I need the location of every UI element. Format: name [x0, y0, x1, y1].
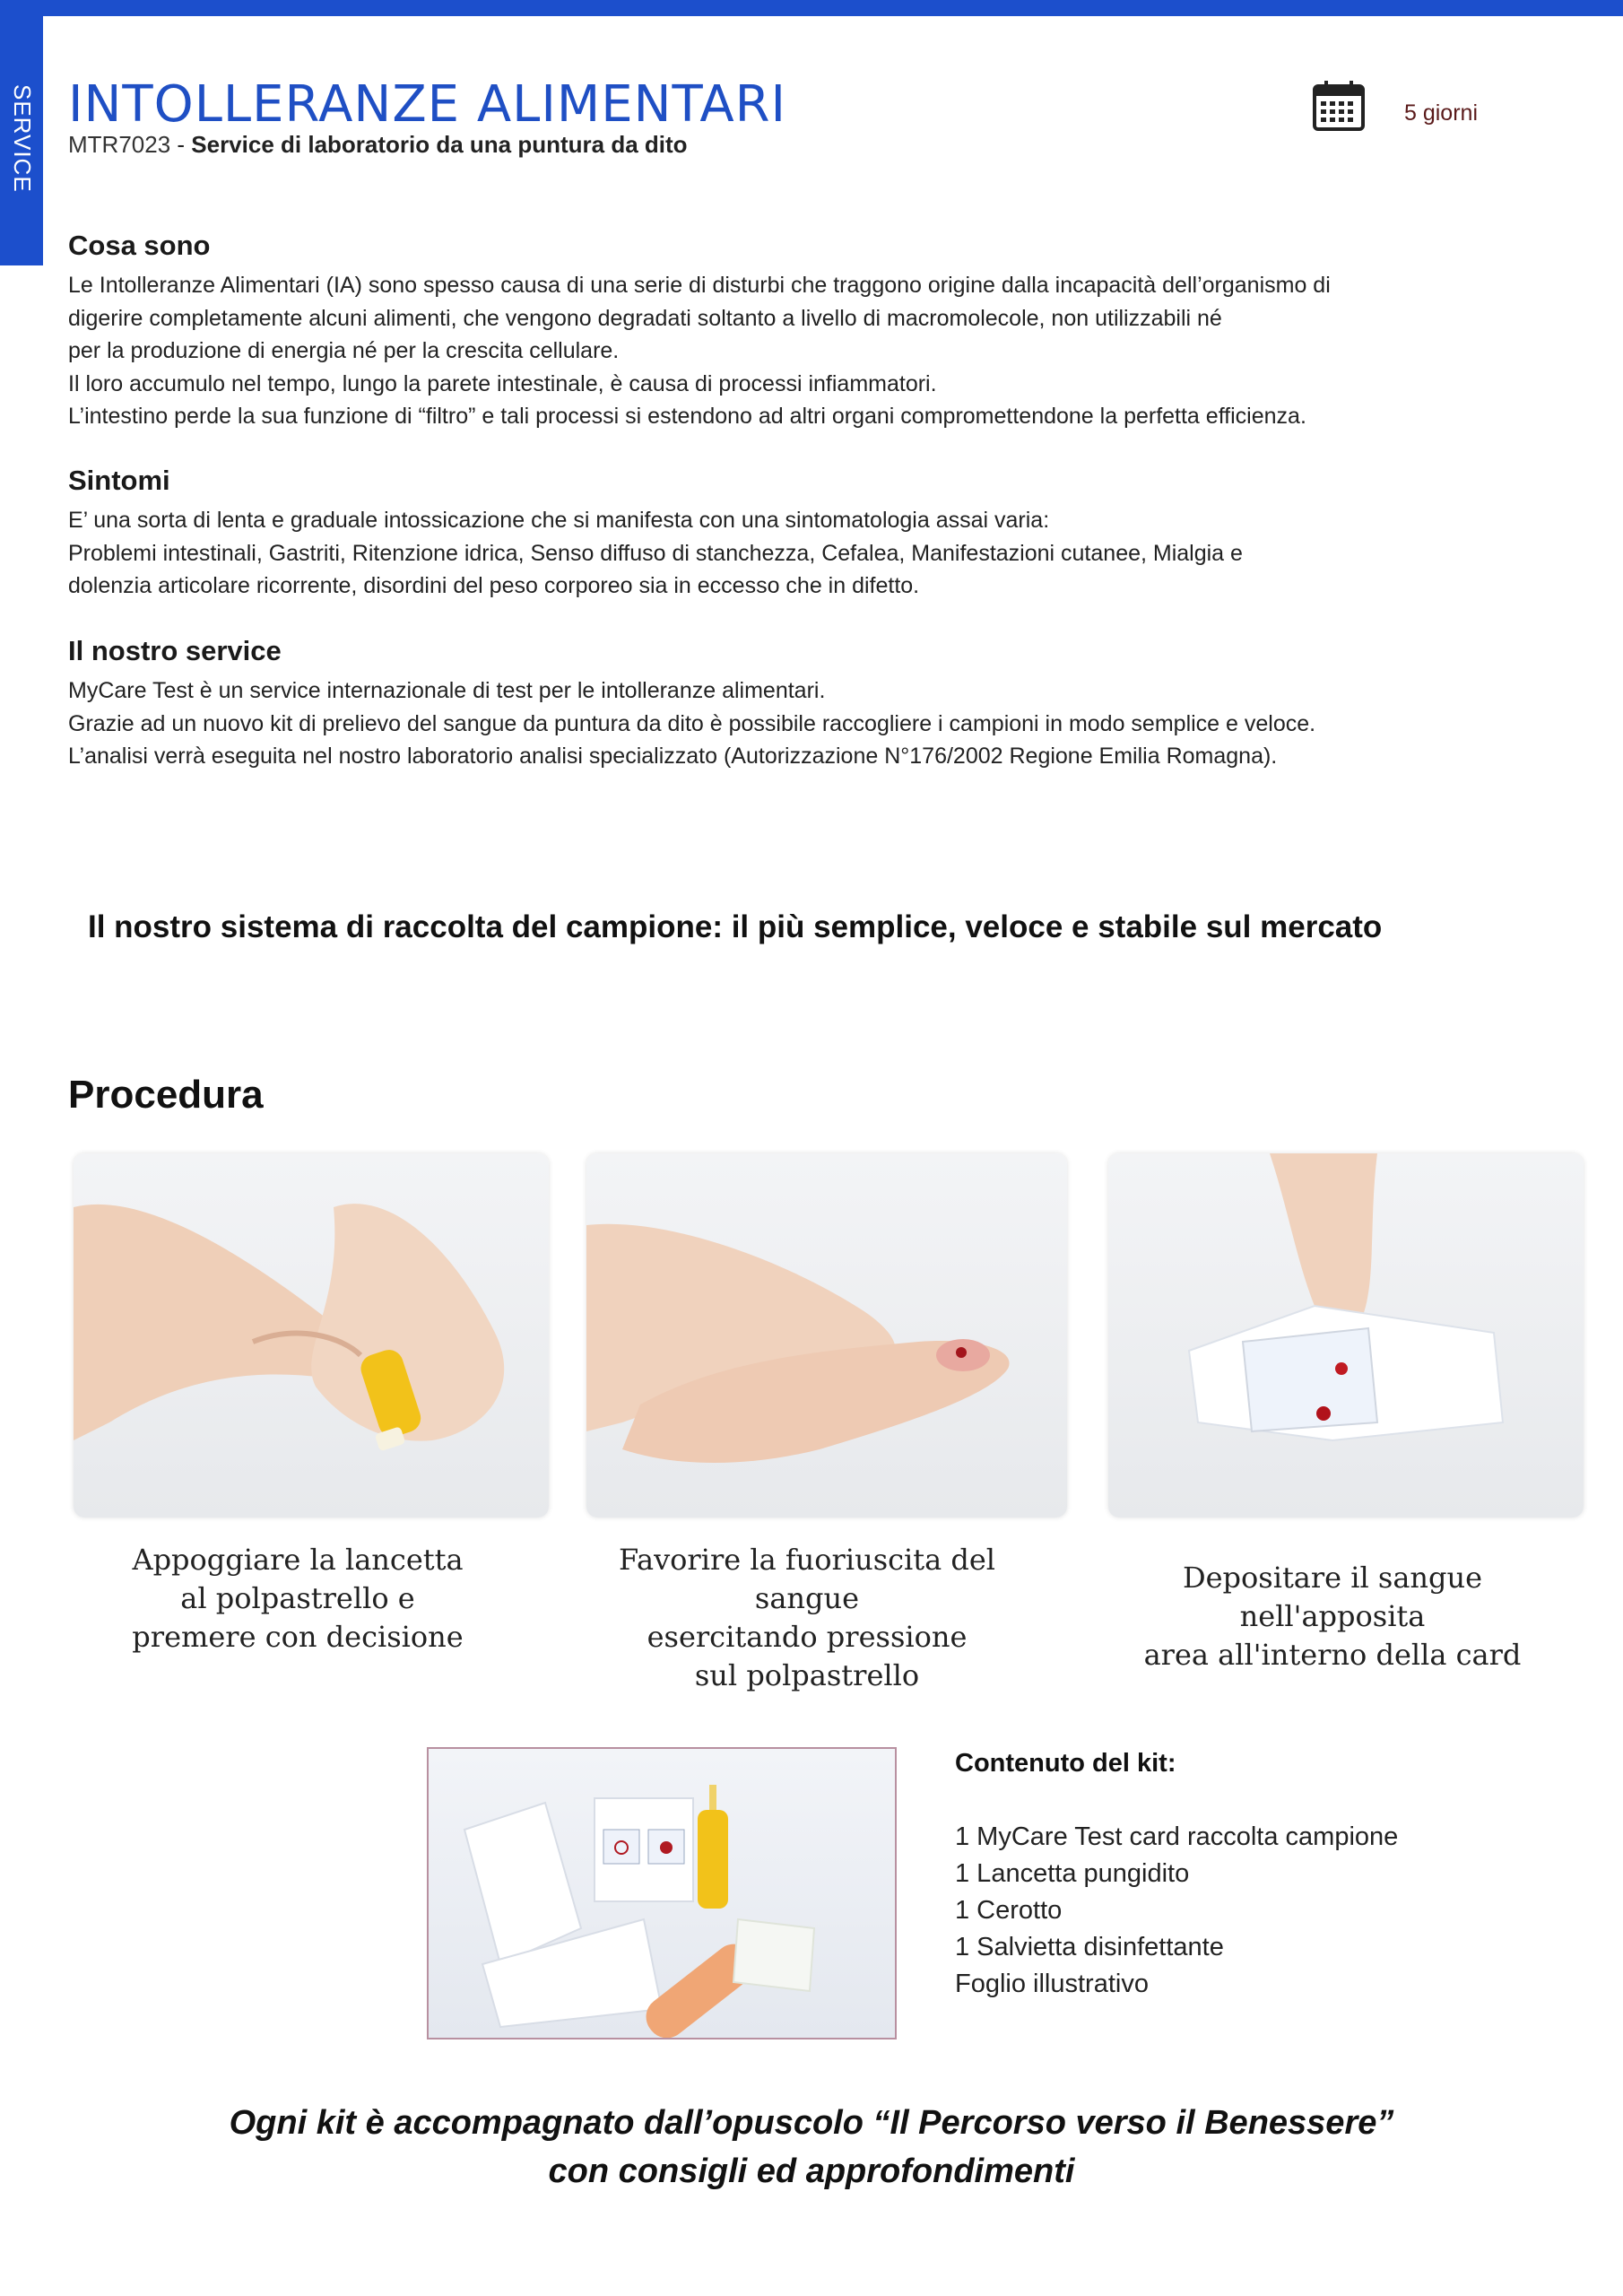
calendar-icon: [1312, 79, 1366, 133]
kit-item: 1 Lancetta pungidito: [955, 1859, 1190, 1888]
section-heading: Sintomi: [68, 465, 170, 496]
step-2-photo: [586, 1153, 1067, 1518]
kit-title: Contenuto del kit:: [955, 1749, 1176, 1778]
caption-line: sul polpastrello: [694, 1658, 920, 1692]
section-heading: Cosa sono: [68, 230, 211, 261]
section-heading: Il nostro service: [68, 635, 282, 666]
kit-item: 1 MyCare Test card raccolta campione: [955, 1822, 1399, 1851]
section-line: Le Intolleranze Alimentari (IA) sono spesso causa di una serie di disturbi che traggono origine dalla incapacità dell’organismo di: [68, 273, 1331, 298]
caption-line: Depositare il sangue nell'apposita: [1182, 1561, 1483, 1633]
section-line: per la produzione di energia né per la crescita cellulare.: [68, 338, 620, 363]
kit-item: Foglio illustrativo: [955, 1970, 1149, 1998]
caption-line: area all'interno della card: [1143, 1638, 1522, 1672]
section-line: Problemi intestinali, Gastriti, Ritenzione idrica, Senso diffuso di stanchezza, Cefalea, Manifestazioni cutanee, Mialgia e: [68, 540, 1243, 566]
product-code: MTR7023: [68, 131, 171, 158]
step-1-photo: [74, 1153, 549, 1518]
footer-line-1: Ogni kit è accompagnato dall’opuscolo “Il Percorso verso il Benessere”: [229, 2104, 1394, 2142]
section-sintomi: [68, 465, 1503, 603]
kit-list: [955, 1819, 1398, 2003]
caption-line: Favorire la fuoriuscita del sangue: [618, 1543, 996, 1615]
side-tab-label: SERVICE: [9, 84, 36, 193]
section-line: MyCare Test è un service internazionale di test per le intolleranze alimentari.: [68, 678, 826, 703]
caption-line: esercitando pressione: [647, 1620, 968, 1654]
section-line: L’analisi verrà eseguita nel nostro laboratorio analisi specializzato (Autorizzazione N°176/2002 Regione Emilia Romagna).: [68, 744, 1278, 769]
section-line: L’intestino perde la sua funzione di “filtro” e tali processi si estendono ad altri organi compromettendone la perfetta efficienza.: [68, 404, 1306, 429]
kit-item: 1 Salvietta disinfettante: [955, 1933, 1224, 1961]
subtitle-separator: -: [170, 131, 192, 158]
step-3-caption: [1090, 1559, 1575, 1674]
side-tab: [0, 16, 43, 265]
page-subtitle: [68, 131, 688, 159]
section-line: digerire completamente alcuni alimenti, che vengono degradati soltanto a livello di macromolecole, non utilizzabili né: [68, 305, 1222, 331]
section-line: Grazie ad un nuovo kit di prelievo del sangue da puntura da dito è possibile raccogliere i campioni in modo semplice e veloce.: [68, 710, 1316, 736]
section-line: E’ una sorta di lenta e graduale intossicazione che si manifesta con una sintomatologia assai varia:: [68, 508, 1050, 533]
section-line: dolenzia articolare ricorrente, disordini del peso corporeo sia in eccesso che in difetto.: [68, 573, 920, 598]
kit-item: 1 Cerotto: [955, 1896, 1063, 1925]
footer-line-2: con consigli ed approfondimenti: [548, 2152, 1075, 2190]
section-line: Il loro accumulo nel tempo, lungo la parete intestinale, è causa di processi infiammatori.: [68, 370, 937, 396]
service-description: Service di laboratorio da una puntura da dito: [191, 131, 688, 158]
caption-line: al polpastrello e: [180, 1581, 415, 1615]
top-accent-bar: [0, 0, 1623, 16]
caption-line: premere con decisione: [132, 1620, 464, 1654]
step-1-caption: [74, 1541, 522, 1657]
kit-photo: [427, 1747, 897, 2039]
section-cosa-sono: [68, 230, 1503, 433]
procedure-title: Procedura: [68, 1073, 264, 1117]
tagline: Il nostro sistema di raccolta del campione: il più semplice, veloce e stabile sul mercato: [88, 909, 1383, 944]
step-3-photo: [1108, 1153, 1584, 1518]
duration-label: 5 giorni: [1404, 100, 1478, 126]
step-2-caption: [574, 1541, 1040, 1695]
caption-line: Appoggiare la lancetta: [132, 1543, 464, 1577]
page-title: INTOLLERANZE ALIMENTARI: [68, 75, 787, 134]
section-nostro-service: [68, 635, 1503, 773]
